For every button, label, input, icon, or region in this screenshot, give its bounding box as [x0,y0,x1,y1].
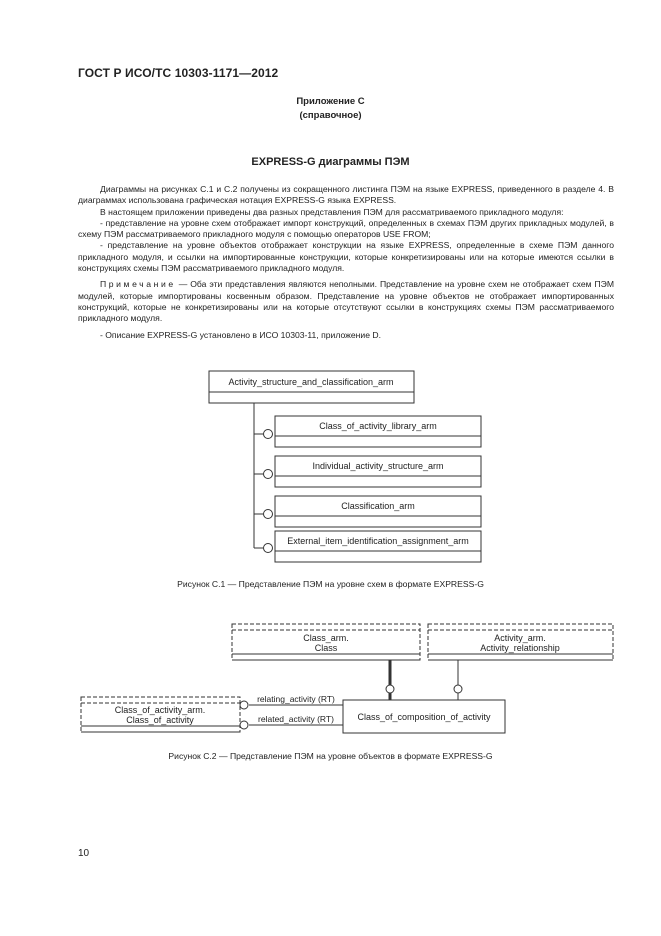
schema-label-1: Class_of_activity_library_arm [319,421,437,431]
paragraph-entity-view: - представление на уровне объектов отображает конструкции на языке EXPRESS, определенные в схеме ПЭМ данного прикладного модуля, и ссылки на импортированные конструкции, которые конкретизированы или на которые имеются ссылки в конструкциях схемы ПЭМ рассматриваемого прикладного модуля. [78,240,614,274]
standard-header: ГОСТ Р ИСО/ТС 10303-1171—2012 [78,66,279,80]
main-schema-box [209,371,414,403]
paragraph-intro: Диаграммы на рисунках С.1 и С.2 получены из сокращенного листинга ПЭМ на языке EXPRESS, приведенного в разделе 4. В диаграммах использована графическая нотация EXPRESS-G языка EXPRESS. [78,184,614,206]
page-number: 10 [78,848,90,859]
ref-class-label: Class_arm. [303,633,349,643]
figure1-caption: Рисунок С.1 — Представление ПЭМ на уровне схем в формате EXPRESS-G [177,579,484,589]
annex-kind: (справочное) [299,110,362,121]
subtype-circle [386,685,394,693]
paragraph-schema-view: - представление на уровне схем отображает импорт конструкций, определенных в схемах ПЭМ других прикладных модулей, в схему ПЭМ рассматриваемого прикладного модуля с помощью операторов USE FROM; [78,217,614,240]
body-text [78,184,614,341]
import-link-1 [254,430,273,439]
note-keyword: Примечание [100,279,176,290]
reference-paragraph: - Описание EXPRESS-G установлено в ИСО 10303-11, приложение D. [100,329,381,340]
ref-activity-label: Activity_arm. [494,633,546,643]
ref-coa-label: Class_of_activity_arm. [114,705,206,715]
schema-label-3: Classification_arm [341,501,415,511]
note-text: — Оба эти представления являются неполными. Представление на уровне схем не отображает схем ПЭМ модулей, которые импортированы косвенным образом. Представление на уровне объектов не отображает импортированных конструкций, которые не конкретизированы или на которые отсутствуют ссылки в конструкциях схемы ПЭМ рассматриваемого прикладного модуля. [78,279,614,324]
main-schema-label: Activity_structure_and_classification_arm [228,377,394,387]
annex-title: Приложение С [296,96,365,107]
entity-label: Class_of_composition_of_activity [357,712,491,722]
related-attr-label: related_activity (RT) [258,714,334,724]
import-link-2 [254,470,273,479]
section-title: EXPRESS-G диаграммы ПЭМ [251,156,410,168]
figure2-caption: Рисунок С.2 — Представление ПЭМ на уровне объектов в формате EXPRESS-G [168,751,493,761]
ref-coa-label-2: Class_of_activity [126,715,194,725]
schema-label-4: External_item_identification_assignment_arm [287,536,469,546]
note-paragraph [78,279,614,324]
figure2-diagram [0,618,661,748]
relating-attr-label: relating_activity (RT) [257,694,335,704]
import-link-3 [254,510,273,519]
ref-activity-label-2: Activity_relationship [480,643,560,653]
ref-class-label-2: Class [314,643,338,653]
figure1-diagram [0,365,661,565]
schema-label-2: Individual_activity_structure_arm [312,461,444,471]
paragraph-views: В настоящем приложении приведены два разных представления ПЭМ для рассматриваемого прикладного модуля: [100,206,564,217]
import-link-4 [254,544,273,553]
